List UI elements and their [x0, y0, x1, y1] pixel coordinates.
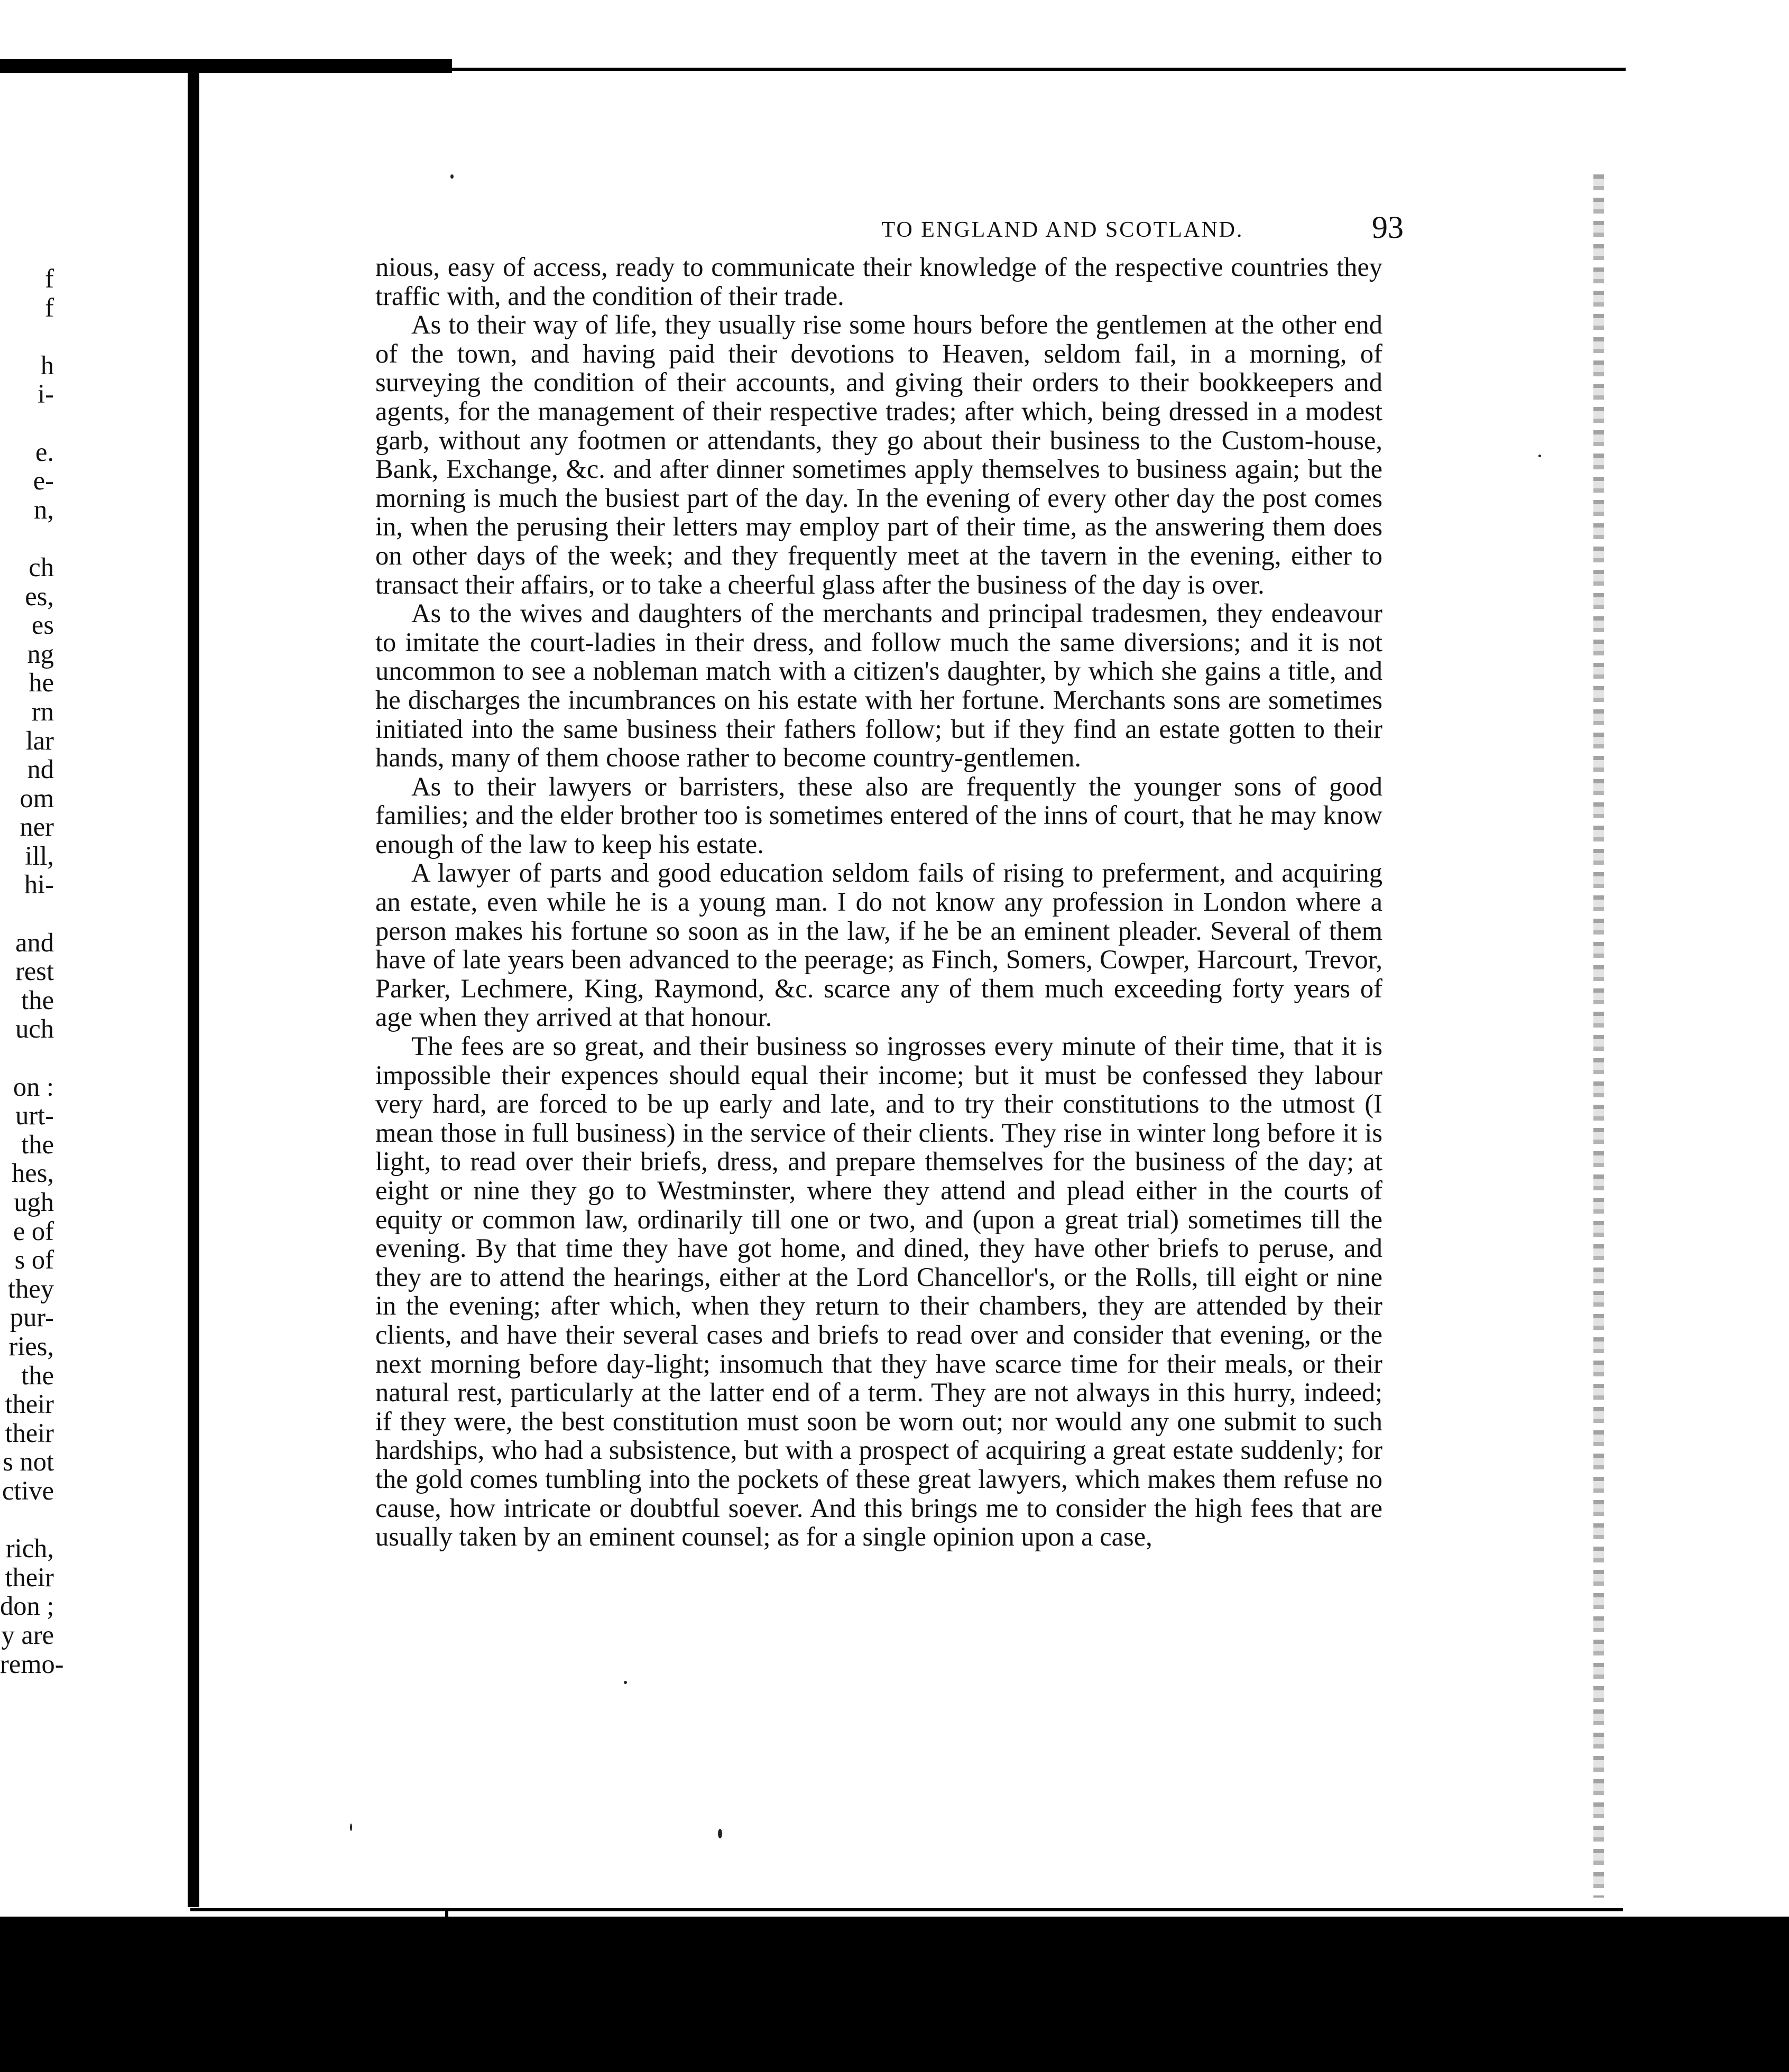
left-page-fragment: nd	[27, 754, 54, 784]
left-page-fragment: s not	[3, 1447, 54, 1477]
bottom-border	[190, 1908, 1623, 1911]
left-page-fragment	[0, 322, 54, 351]
left-page-fragment: ner	[20, 812, 54, 842]
left-page-fragment: rn	[31, 696, 54, 726]
left-page-fragment: h	[40, 350, 54, 380]
left-page-fragment: ill,	[25, 840, 54, 871]
left-page-fragment: the	[21, 985, 54, 1015]
paragraph: As to their lawyers or barristers, these also are frequently the younger sons of good families; and the elder brother too is sometimes entered of the inns of court, that he may know enough of the law to keep his estate.	[375, 771, 1382, 859]
top-border-thin	[452, 68, 1626, 71]
left-page-fragment: om	[20, 783, 54, 813]
left-page-fragment: ch	[29, 552, 54, 582]
left-page-fragment	[0, 524, 54, 553]
left-page-fragment: i-	[38, 379, 54, 409]
left-page-fragment: ctive	[2, 1475, 54, 1505]
left-page-fragment: ng	[27, 639, 54, 669]
gutter-binding-line	[188, 73, 199, 1907]
left-page-fragment: on :	[13, 1071, 54, 1102]
left-page-fragment: pur-	[10, 1302, 54, 1333]
running-head: TO ENGLAND AND SCOTLAND.	[881, 218, 1244, 242]
left-page-fragment: hes,	[12, 1158, 54, 1188]
left-page-fragment: ries,	[8, 1331, 54, 1361]
left-page-fragment: rich,	[5, 1533, 54, 1564]
left-page-fragment: they	[8, 1273, 54, 1303]
ink-speck	[450, 174, 454, 179]
left-page-fragment: their	[5, 1418, 54, 1448]
left-page-fragment: urt-	[15, 1100, 54, 1131]
left-page-fragment: and	[15, 927, 54, 957]
left-page-fragment: y are	[1, 1620, 54, 1650]
left-page-fragment: uch	[15, 1014, 54, 1044]
ink-speck	[350, 1824, 352, 1831]
ink-speck	[718, 1829, 722, 1838]
bottom-border-tick	[445, 1909, 448, 1925]
left-page-fragment: ugh	[14, 1187, 54, 1217]
left-page-fragment: the	[21, 1360, 54, 1390]
left-page-fragment: f	[45, 264, 54, 293]
left-page-fragment	[0, 1043, 54, 1072]
left-page-fragment: e-	[33, 466, 54, 496]
left-page-fragment: e of	[13, 1216, 54, 1246]
left-page-fragment: es	[31, 610, 54, 640]
paragraph: As to the wives and daughters of the merchants and principal tradesmen, they endeavour to imitate the court-ladies in their dress, and follow much the same diversions; and it is not uncommon to see a nobleman match with a citizen's daughter, by which she gains a title, and he discharges the incumbrances on his estate with her fortune. Merchants sons are sometimes initiated into the same business their fathers follow; but if they find an estate gotten to their hands, many of them choose rather to become country-gentlemen.	[375, 598, 1382, 773]
left-page-fragment	[0, 1505, 54, 1534]
left-page-fragment: e.	[35, 437, 54, 467]
right-scan-margin	[1665, 0, 1789, 1917]
body-text	[375, 253, 1382, 1551]
paragraph-continued: nious, easy of access, ready to communicate their knowledge of the respective countries they traffic with, and the condition of their trade.	[375, 252, 1382, 311]
left-page-fragment: he	[29, 668, 54, 698]
paragraph: The fees are so great, and their business so ingrosses every minute of their time, that it is impossible their expences should equal their income; but it must be confessed they labour very hard, are forced to be up early and late, and to try their constitutions to the utmost (I mean those in full business) in the service of their clients. They rise in winter long before it is light, to read over their briefs, dress, and prepare themselves for the business of the day; at eight or nine they go to Westminster, where they attend and plead either in the courts of equity or common law, ordinarily till one or two, and (upon a great trial) sometimes till the evening. By that time they have got home, and dined, they have other briefs to peruse, and they are to attend the hearings, either at the Lord Chancellor's, or the Rolls, till eight or nine in the evening; after which, when they return to their chambers, they are attended by their clients, and have their several cases and briefs to read over and consider that evening, or the next morning before day-light; insomuch that they have scarce time for their meals, or their natural rest, particularly at the latter end of a term. They are not always in this hurry, indeed; if they were, the best constitution must soon be worn out; nor would any one submit to such hardships, who had a subsistence, but with a prospect of acquiring a great estate suddenly; for the gold comes tumbling into the pockets of these great lawyers, which makes them refuse no cause, how intricate or doubtful soever. And this brings me to consider the high fees that are usually taken by an eminent counsel; as for a single opinion upon a case,	[375, 1031, 1382, 1552]
paragraph: A lawyer of parts and good education seldom fails of rising to preferment, and acquiring an estate, even while he is a young man. I do not know any profession in London where a person makes his fortune so soon as in the law, if he be an eminent pleader. Several of them have of late years been advanced to the peerage; as Finch, Somers, Cowper, Harcourt, Trevor, Parker, Lechmere, King, Raymond, &c. scarce any of them much exceeding forty years of age when they arrived at that honour.	[375, 858, 1382, 1032]
left-page-fragment: rest	[15, 956, 54, 986]
left-page-fragment	[0, 899, 54, 928]
ink-speck	[624, 1681, 627, 1684]
top-border-heavy	[0, 59, 452, 73]
left-page-fragment: s of	[14, 1245, 54, 1275]
left-page-fragment: f	[45, 292, 54, 322]
left-page-fragment: lar	[25, 725, 54, 755]
left-page-fragment: their	[5, 1562, 54, 1592]
ink-speck	[1538, 455, 1541, 457]
page-number: 93	[1372, 210, 1404, 245]
left-page-fragment: don ;	[0, 1591, 54, 1621]
paragraph: As to their way of life, they usually rise some hours before the gentlemen at the other end of the town, and having paid their devotions to Heaven, seldom fail, in a morning, of surveying the condition of their accounts, and giving their orders to their bookkeepers and agents, for the management of their respective trades; after which, being dressed in a modest garb, without any footmen or attendants, they go about their business to the Custom-house, Bank, Exchange, &c. and after dinner sometimes apply themselves to business again; but the morning is much the busiest part of the day. In the evening of every other day the post comes in, when the perusing their letters may employ part of their time, as the answering them does on other days of the week; and they frequently meet at the tavern in the evening, either to transact their affairs, or to take a cheerful glass after the business of the day is over.	[375, 310, 1382, 599]
left-page-fragment: hi-	[24, 870, 54, 900]
left-page-fragment: remo-	[0, 1649, 64, 1679]
left-page-fragment	[0, 409, 54, 438]
left-page-fragment: the	[21, 1129, 54, 1159]
left-page-edge	[0, 0, 185, 1917]
left-page-text-fragments	[0, 264, 64, 1679]
page-edge-shadow	[1593, 174, 1604, 1898]
left-page-fragment: es,	[25, 581, 54, 611]
left-page-fragment: n,	[34, 494, 54, 524]
left-page-fragment: their	[5, 1389, 54, 1419]
